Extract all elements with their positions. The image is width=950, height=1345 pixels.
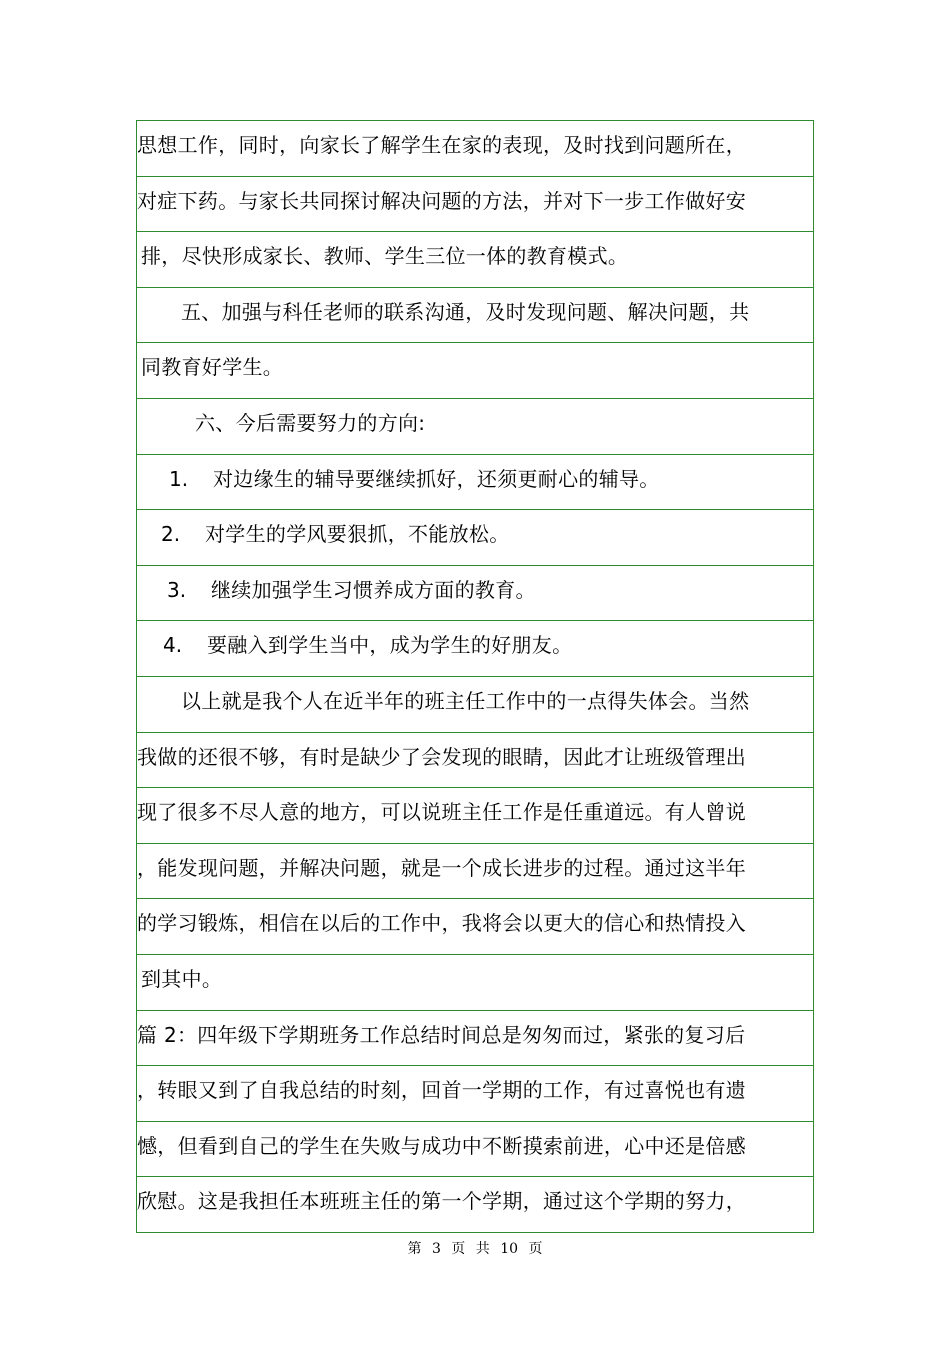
text-line [137, 232, 813, 288]
text-line [137, 177, 813, 233]
list-item [137, 566, 813, 622]
line-text: 憾，但看到自己的学生在失败与成功中不断摸索前进，心中还是倍感 [137, 1133, 746, 1158]
page-footer: 第 3 页 共 10 页 [407, 1241, 543, 1257]
list-item [137, 455, 813, 511]
line-text: 以上就是我个人在近半年的班主任工作中的一点得失体会。当然 [181, 688, 750, 713]
line-text: 同教育好学生。 [141, 355, 284, 380]
text-line [137, 1066, 813, 1122]
line-text: 排，尽快形成家长、教师、学生三位一体的教育模式。 [141, 244, 629, 269]
text-line [137, 899, 813, 955]
text-line [137, 677, 813, 733]
list-number: 2. [161, 522, 181, 547]
list-number: 3. [167, 577, 187, 602]
text-line [137, 788, 813, 844]
line-text: 五、加强与科任老师的联系沟通，及时发现问题、解决问题，共 [181, 299, 750, 324]
line-text: 继续加强学生习惯养成方面的教育。 [211, 577, 536, 602]
list-item [137, 621, 813, 677]
list-number: 1. [169, 466, 189, 491]
line-text: 思想工作，同时，向家长了解学生在家的表现，及时找到问题所在， [137, 133, 746, 157]
line-text: 对边缘生的辅导要继续抓好，还须更耐心的辅导。 [213, 466, 660, 491]
line-text: 六、今后需要努力的方向: [195, 410, 426, 435]
text-grid [136, 120, 814, 1233]
line-text: 对学生的学风要狠抓，不能放松。 [205, 522, 510, 547]
text-line [137, 343, 813, 399]
line-text: 到其中。 [141, 966, 223, 991]
list-item [137, 510, 813, 566]
line-text: 篇 2：四年级下学期班务工作总结时间总是匆匆而过，紧张的复习后 [137, 1022, 746, 1047]
text-line [137, 288, 813, 344]
line-text: 我做的还很不够，有时是缺少了会发现的眼睛，因此才让班级管理出 [137, 744, 746, 769]
line-text: 对症下药。与家长共同探讨解决问题的方法，并对下一步工作做好安 [137, 188, 746, 213]
text-line [137, 1122, 813, 1178]
text-line [137, 121, 813, 177]
line-text: ，能发现问题，并解决问题，就是一个成长进步的过程。通过这半年 [137, 855, 746, 880]
line-text: 的学习锻炼，相信在以后的工作中，我将会以更大的信心和热情投入 [137, 911, 746, 936]
text-line [137, 1011, 813, 1067]
line-text: ，转眼又到了自我总结的时刻，回首一学期的工作，有过喜悦也有遗 [137, 1078, 746, 1103]
text-line [137, 733, 813, 789]
text-line [137, 844, 813, 900]
line-text: 要融入到学生当中，成为学生的好朋友。 [207, 633, 573, 658]
line-text: 欣慰。这是我担任本班班主任的第一个学期，通过这个学期的努力， [137, 1189, 746, 1214]
text-line [137, 955, 813, 1011]
text-line [137, 399, 813, 455]
line-text: 现了很多不尽人意的地方，可以说班主任工作是任重道远。有人曾说 [137, 800, 746, 825]
list-number: 4. [163, 633, 183, 658]
text-line [137, 1177, 813, 1233]
